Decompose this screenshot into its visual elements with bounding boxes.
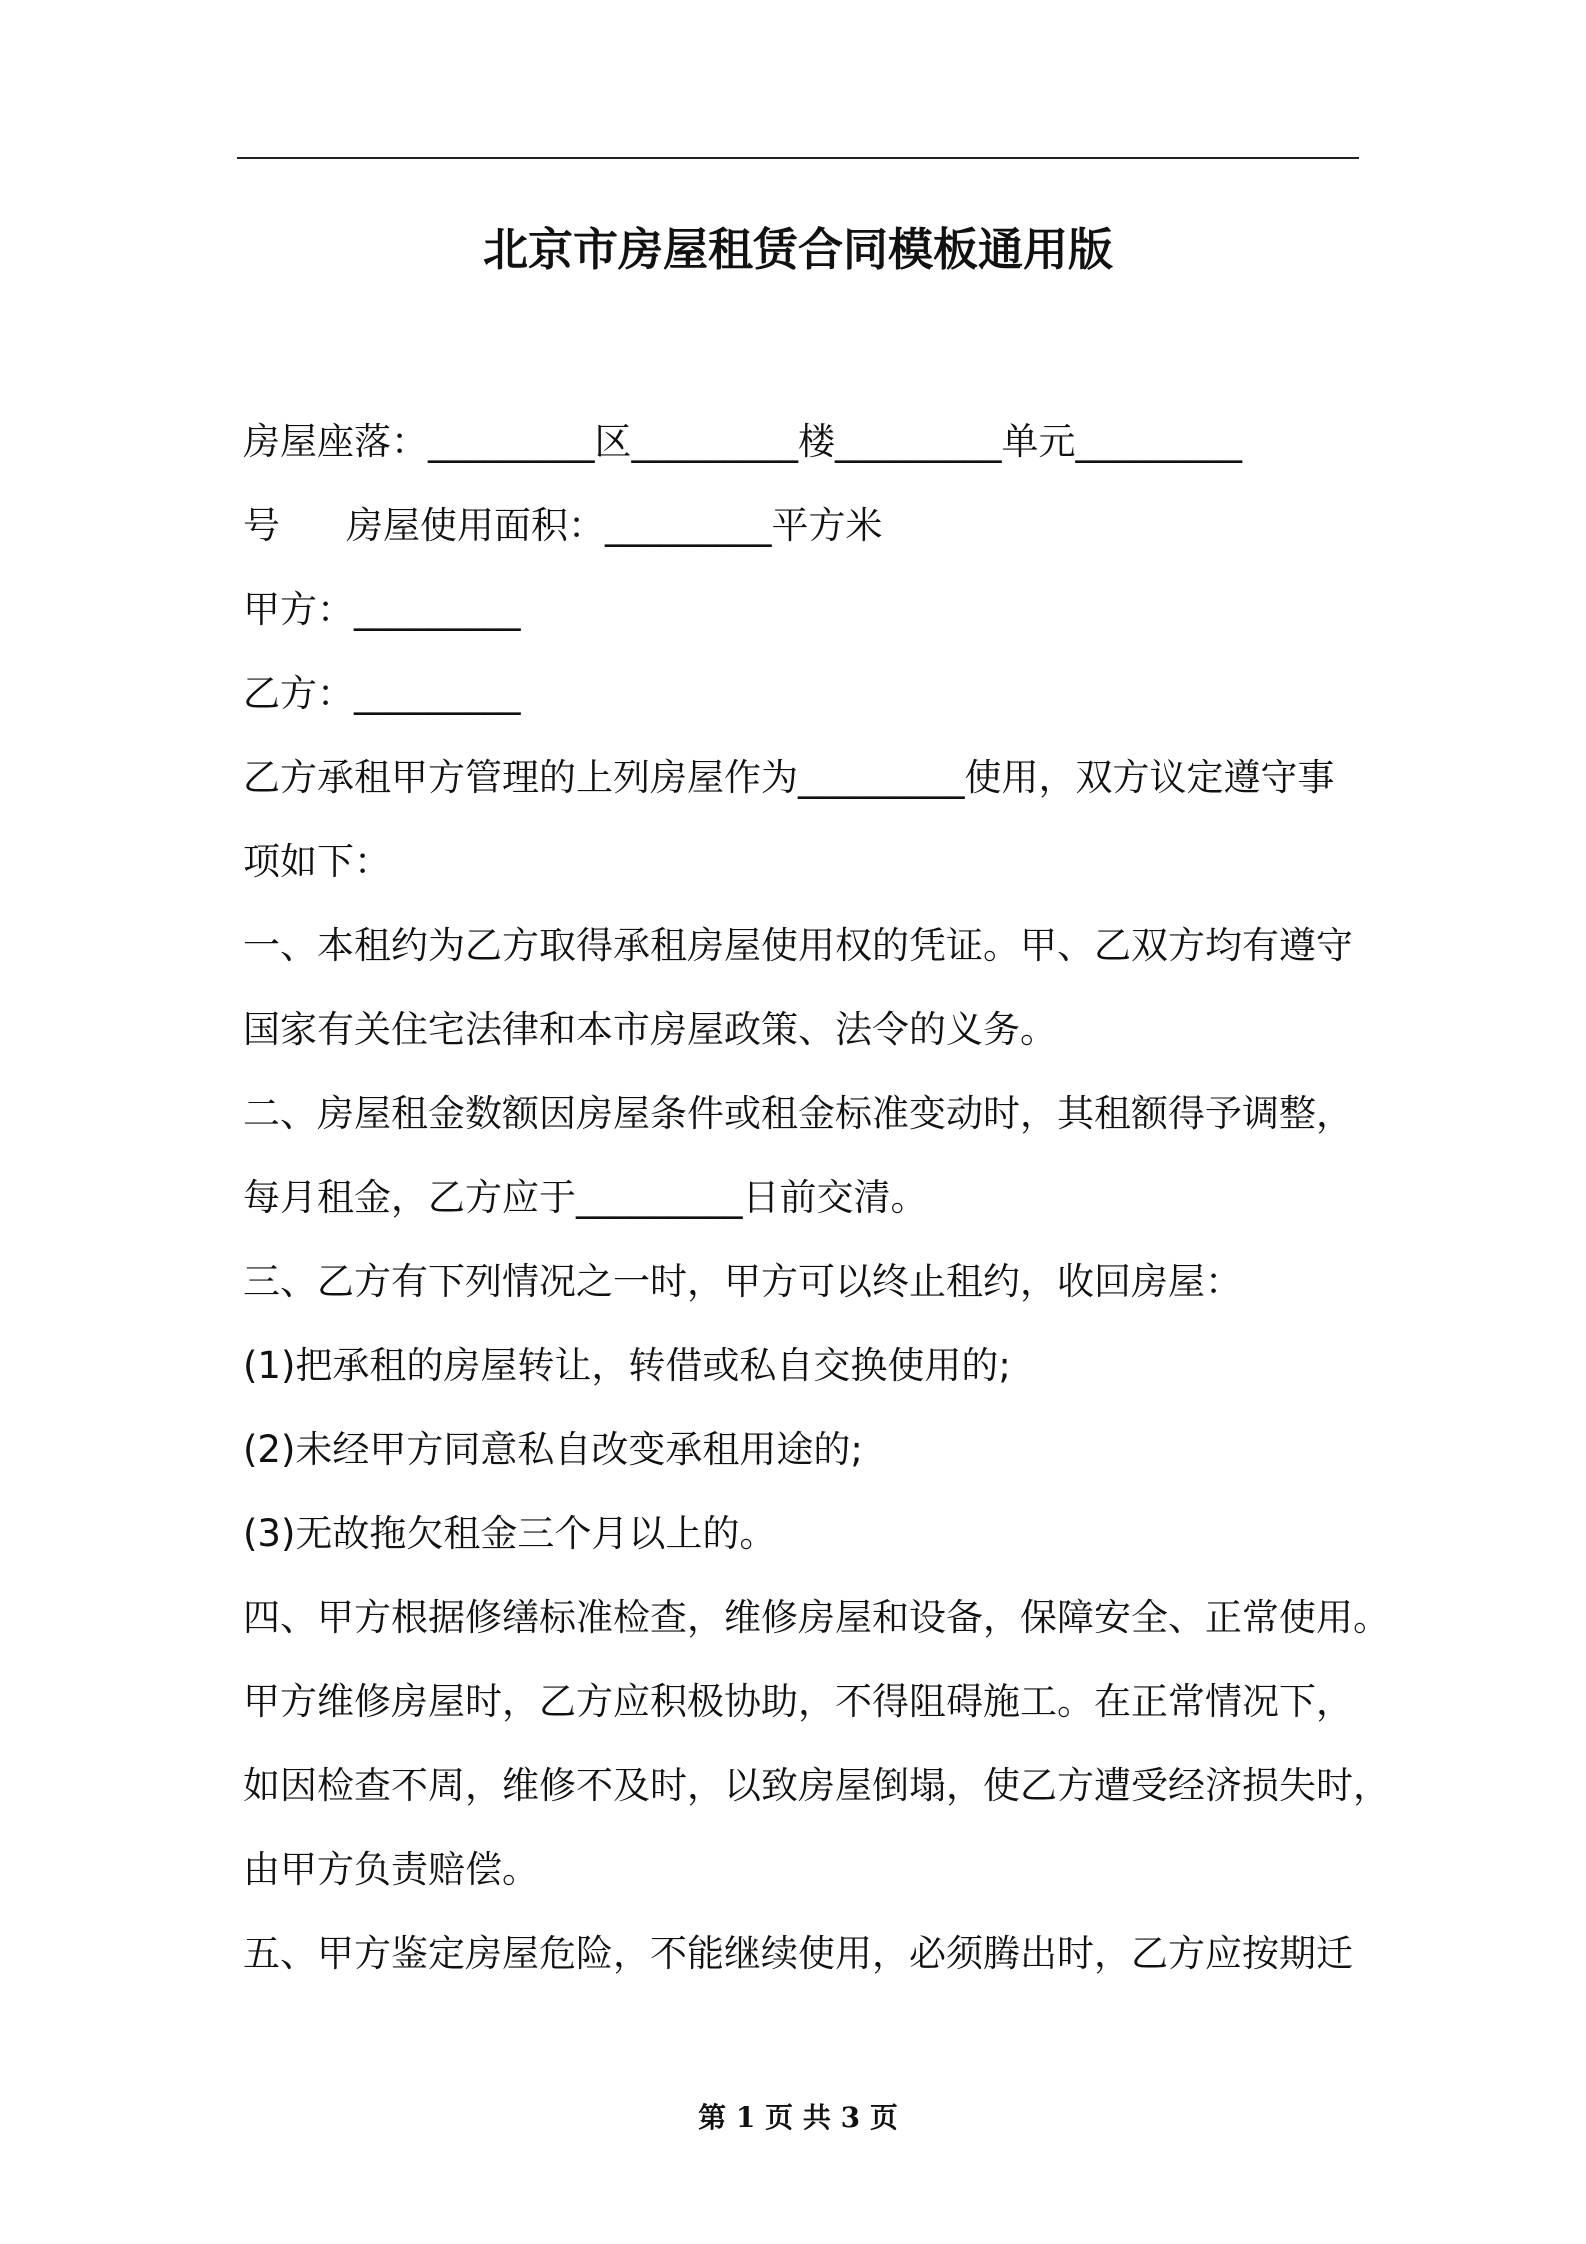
property-location-line: 房屋座落：_________区_________楼_________单元_________ bbox=[243, 420, 1242, 463]
clause-3-item-2: (2)未经甲方同意私自改变承租用途的; bbox=[243, 1428, 863, 1471]
clause-2-line: 每月租金，乙方应于_________日前交清。 bbox=[243, 1176, 928, 1219]
property-area-line bbox=[243, 484, 1363, 568]
clause-5-line: 五、甲方鉴定房屋危险，不能继续使用，必须腾出时，乙方应按期迁 bbox=[243, 1932, 1353, 1975]
clause-4-line: 甲方维修房屋时，乙方应积极协助，不得阻碍施工。在正常情况下， bbox=[243, 1680, 1353, 1723]
header-rule bbox=[237, 157, 1359, 159]
preamble-line: 项如下： bbox=[243, 840, 391, 883]
clause-4-line: 四、甲方根据修缮标准检查，维修房屋和设备，保障安全、正常使用。 bbox=[243, 1596, 1390, 1639]
usable-area-label: 房屋使用面积：_________平方米 bbox=[346, 504, 883, 547]
clause-4-line: 由甲方负责赔偿。 bbox=[243, 1848, 539, 1891]
party-a-line: 甲方：_________ bbox=[243, 588, 521, 631]
clause-2-line: 二、房屋租金数额因房屋条件或租金标准变动时，其租额得予调整， bbox=[243, 1092, 1353, 1135]
preamble-line: 乙方承租甲方管理的上列房屋作为_________使用，双方议定遵守事 bbox=[243, 756, 1335, 799]
party-b-line: 乙方：_________ bbox=[243, 672, 521, 715]
clause-1-line: 一、本租约为乙方取得承租房屋使用权的凭证。甲、乙双方均有遵守 bbox=[243, 924, 1353, 967]
clause-3-line: 三、乙方有下列情况之一时，甲方可以终止租约，收回房屋： bbox=[243, 1260, 1242, 1303]
document-title: 北京市房屋租赁合同模板通用版 bbox=[482, 223, 1113, 276]
clause-4-line: 如因检查不周，维修不及时，以致房屋倒塌，使乙方遭受经济损失时， bbox=[243, 1764, 1390, 1807]
clause-3-item-3: (3)无故拖欠租金三个月以上的。 bbox=[243, 1512, 777, 1555]
house-number-label: 号 bbox=[243, 504, 280, 547]
clause-3-item-1: (1)把承租的房屋转让，转借或私自交换使用的; bbox=[243, 1344, 1011, 1387]
page-indicator: 第 1 页 共 3 页 bbox=[698, 2101, 898, 2134]
clause-1-line: 国家有关住宅法律和本市房屋政策、法令的义务。 bbox=[243, 1008, 1057, 1051]
contract-body bbox=[243, 400, 1390, 1996]
